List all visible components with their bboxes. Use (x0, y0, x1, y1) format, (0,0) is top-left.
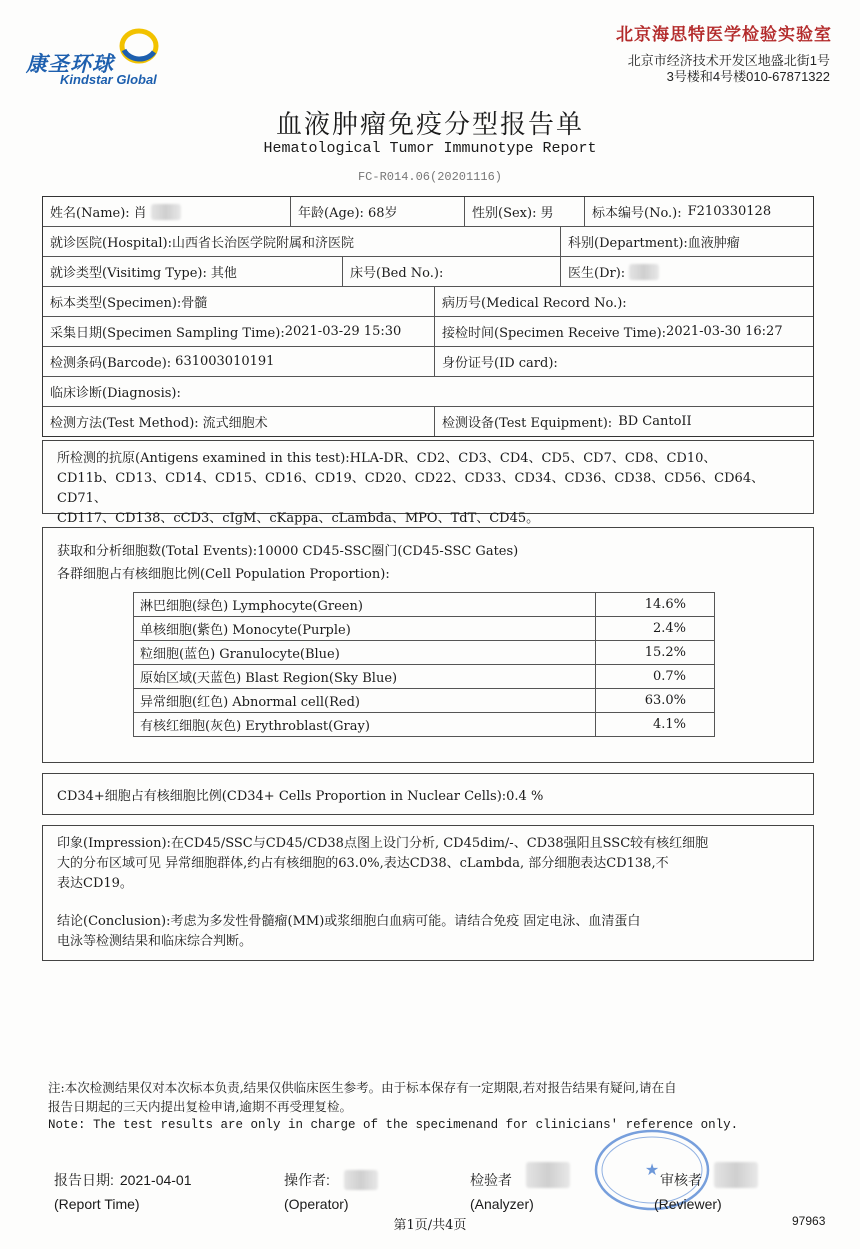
bed-cell: 床号(Bed No.): (343, 257, 561, 286)
info-row-method (43, 407, 813, 436)
logo-text-cn: 康圣环球 (26, 52, 114, 76)
page-number: 第1页/共4页 (393, 1218, 467, 1233)
info-row-specimen (43, 287, 813, 317)
conclusion-line1: 结论(Conclusion):考虑为多发性骨髓瘤(MM)或浆细胞白血病可能。请结合免疫 固定电泳、血清蛋白 (57, 914, 641, 929)
redacted-name (151, 204, 181, 220)
population-value: 63.0% (596, 689, 715, 713)
reviewer-label-en: (Reviewer) (654, 1196, 722, 1212)
cell-population-box (42, 527, 814, 763)
proportion-title: 各群细胞占有核细胞比例(Cell Population Proportion): (57, 567, 390, 582)
info-row-hospital (43, 227, 813, 257)
lab-name: 北京海思特医学检验实验室 (616, 25, 832, 45)
impression-line2: 大的分布区域可见 异常细胞群体,约占有核细胞的63.0%,表达CD38、cLambda, 部分细胞表达CD138,不 (57, 856, 669, 871)
redacted-operator (344, 1170, 378, 1190)
lab-address-line1: 北京市经济技术开发区地盛北街1号 (627, 53, 830, 68)
note-line2: 报告日期起的三天内提出复检申请,逾期不再受理复检。 (48, 1099, 352, 1114)
antigens-box (42, 440, 814, 526)
idcard-cell: 身份证号(ID card): (442, 356, 558, 371)
population-table (133, 592, 715, 737)
doctor-cell: 医生(Dr): (561, 257, 813, 286)
barcode-cell: 检测条码(Barcode): 631003010191 (43, 347, 435, 376)
logo-text-en: Kindstar Global (60, 72, 157, 87)
receive-time-cell: 接检时间(Specimen Receive Time): 2021-03-30 16:27 (442, 324, 783, 341)
table-row (134, 713, 715, 737)
population-value: 2.4% (596, 617, 715, 641)
table-row (134, 665, 715, 689)
operator-label: 操作者: (284, 1172, 330, 1188)
population-value: 15.2% (596, 641, 715, 665)
impression-line1: 印象(Impression):在CD45/SSC与CD45/CD38点图上设门分析, CD45dim/-、CD38强阳且SSC较有核红细胞 (57, 836, 709, 851)
lab-address-line2: 3号楼和4号楼010-67871322 (666, 69, 830, 84)
specimen-cell: 标本类型(Specimen): 骨髓 (43, 287, 435, 316)
svg-text:★: ★ (644, 1160, 660, 1179)
analyzer-label: 检验者 (470, 1172, 512, 1188)
report-title-cn: 血液肿瘤免疫分型报告单 (275, 110, 584, 140)
report-title-en: Hematological Tumor Immunotype Report (263, 140, 597, 157)
info-row-diagnosis (43, 377, 813, 407)
info-row-time (43, 317, 813, 347)
population-label: 有核红细胞(灰色) Erythroblast(Gray) (134, 713, 596, 737)
antigens-line2: CD11b、CD13、CD14、CD15、CD16、CD19、CD20、CD22、CD33、CD34、CD36、CD38、CD56、CD64、CD71、 (57, 471, 765, 506)
hospital-cell: 就诊医院(Hospital): 山西省长治医学院附属和济医院 (43, 227, 561, 256)
impression-line3: 表达CD19。 (57, 876, 133, 891)
population-label: 原始区域(天蓝色) Blast Region(Sky Blue) (134, 665, 596, 689)
redacted-reviewer (714, 1162, 758, 1188)
total-events: 获取和分析细胞数(Total Events):10000 CD45-SSC圈门(CD45-SSC Gates) (57, 544, 519, 559)
population-value: 4.1% (596, 713, 715, 737)
sex-cell: 性别(Sex): 男 (465, 197, 585, 226)
info-row-barcode (43, 347, 813, 377)
patient-info-table (42, 196, 814, 437)
cd34-proportion: CD34+细胞占有核细胞比例(CD34+ Cells Proportion in Nuclear Cells):0.4 % (57, 788, 544, 804)
antigens-line3: CD117、CD138、cCD3、cIgM、cKappa、cLambda、MPO、TdT、CD45。 (57, 511, 540, 526)
table-row (134, 593, 715, 617)
table-row (134, 641, 715, 665)
table-row (134, 689, 715, 713)
population-label: 淋巴细胞(绿色) Lymphocyte(Green) (134, 593, 596, 617)
table-row (134, 617, 715, 641)
info-row-visit (43, 257, 813, 287)
record-cell: 病历号(Medical Record No.): (442, 296, 627, 311)
form-code: FC-R014.06(20201116) (357, 170, 503, 184)
report-date: 报告日期: 2021-04-01 (54, 1172, 192, 1188)
redacted-doctor (629, 264, 659, 280)
name-cell: 姓名(Name): 肖 (43, 197, 291, 226)
disclaimer-note (48, 1078, 818, 1135)
population-label: 粒细胞(蓝色) Granulocyte(Blue) (134, 641, 596, 665)
population-value: 0.7% (596, 665, 715, 689)
note-line1: 注:本次检测结果仅对本次标本负责,结果仅供临床医生参考。由于标本保存有一定期限,若对报告结果有疑问,请在自 (48, 1080, 677, 1095)
operator-label-en: (Operator) (284, 1196, 349, 1212)
impression-box (42, 825, 814, 961)
cd34-box (42, 773, 814, 815)
note-line-en: Note: The test results are only in charge of the specimenand for clinicians' reference only. (48, 1118, 739, 1132)
antigens-line1: 所检测的抗原(Antigens examined in this test):HLA-DR、CD2、CD3、CD4、CD5、CD7、CD8、CD10、 (57, 451, 717, 466)
logo-ring-icon (118, 26, 160, 66)
conclusion-line2: 电泳等检测结果和临床综合判断。 (57, 934, 253, 949)
visit-type-cell: 就诊类型(Visitimg Type): 其他 (43, 257, 343, 286)
report-time-label-en: (Report Time) (54, 1196, 140, 1212)
analyzer-label-en: (Analyzer) (470, 1196, 534, 1212)
document-number: 97963 (792, 1214, 826, 1228)
info-row-name (43, 197, 813, 227)
population-label: 异常细胞(红色) Abnormal cell(Red) (134, 689, 596, 713)
redacted-analyzer (526, 1162, 570, 1188)
population-value: 14.6% (596, 593, 715, 617)
department-cell: 科别(Department): 血液肿瘤 (568, 236, 740, 251)
age-cell: 年龄(Age): 68岁 (291, 197, 465, 226)
equipment-cell: 检测设备(Test Equipment): BD CantoII (442, 414, 692, 431)
population-label: 单核细胞(紫色) Monocyte(Purple) (134, 617, 596, 641)
sample-no-cell: 标本编号(No.): F210330128 (592, 204, 772, 221)
method-cell: 检测方法(Test Method): 流式细胞术 (43, 407, 435, 436)
sampling-time-cell: 采集日期(Specimen Sampling Time): 2021-03-29 15:30 (43, 317, 435, 346)
diagnosis-cell: 临床诊断(Diagnosis): (50, 386, 181, 401)
reviewer-label: 审核者 (660, 1172, 702, 1188)
